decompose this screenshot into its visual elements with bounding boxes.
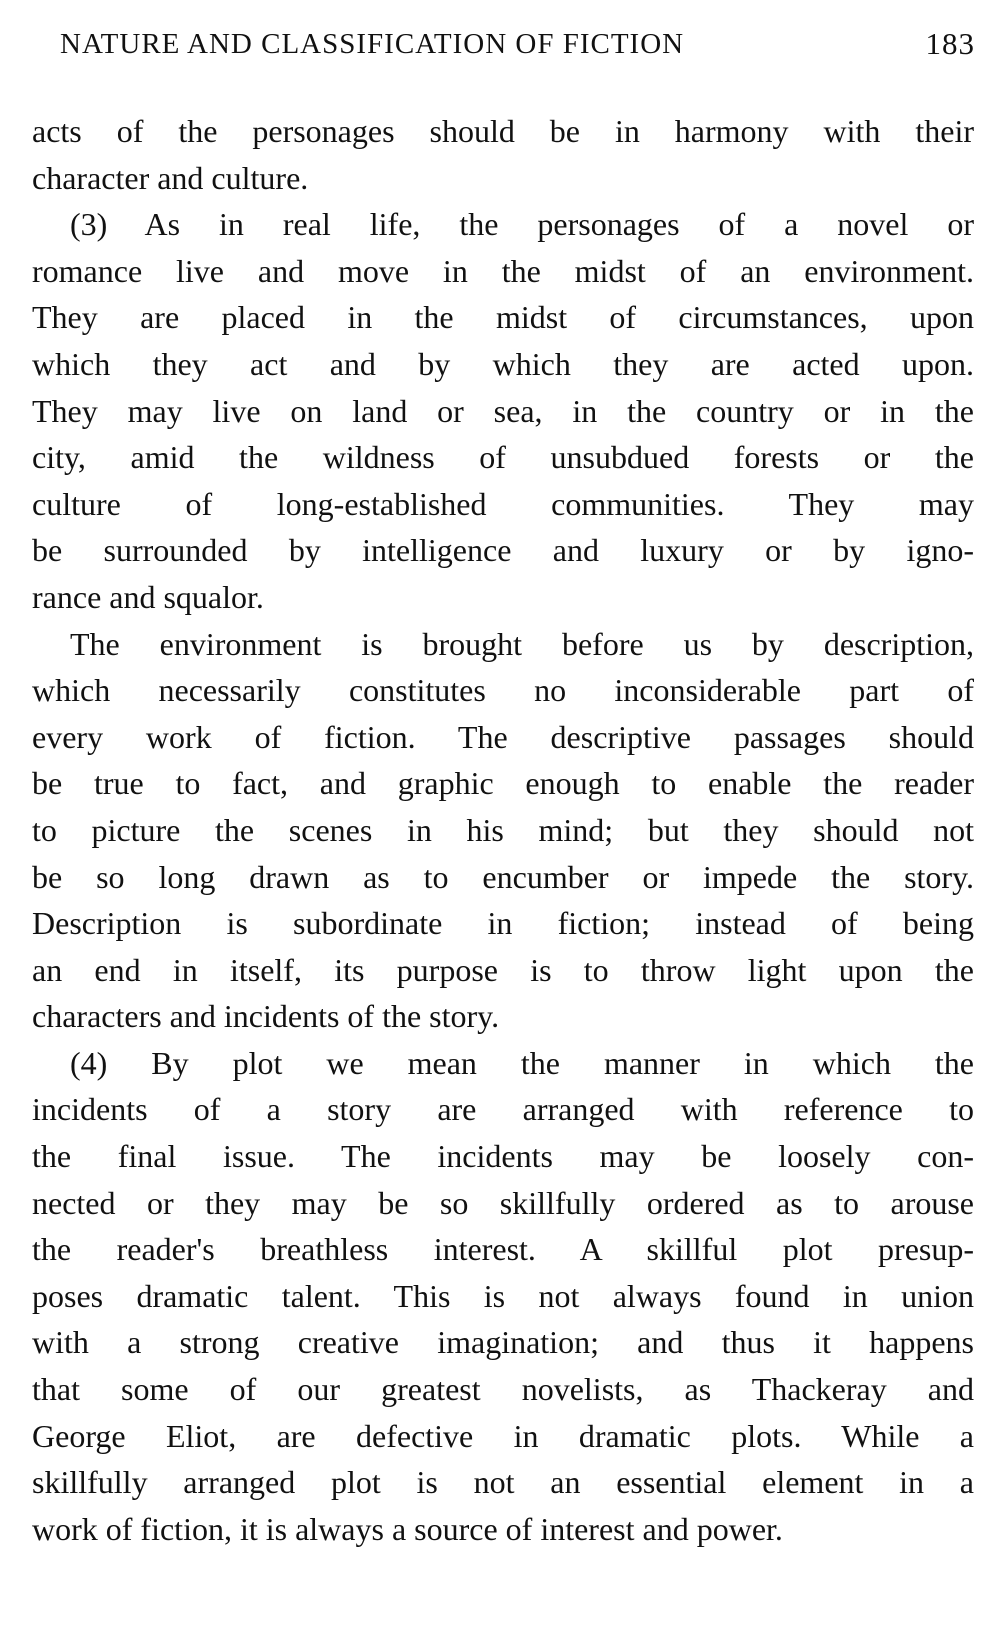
text-line: romance live and move in the midst of an environment. — [32, 252, 974, 289]
text-line: be surrounded by intelligence and luxury or by igno- — [32, 532, 974, 569]
text-line: rance and squalor. — [32, 578, 264, 615]
text-line: characters and incidents of the story. — [32, 998, 500, 1035]
text-line: city, amid the wildness of unsubdued forests or the — [32, 439, 974, 476]
text-line: the reader's breathless interest. A skillful plot presup- — [32, 1231, 974, 1268]
text-line: every work of fiction. The descriptive passages should — [32, 718, 974, 755]
text-line: They are placed in the midst of circumstances, upon — [32, 299, 974, 336]
page-number: 183 — [925, 26, 975, 61]
text-line: poses dramatic talent. This is not always found in union — [32, 1277, 974, 1314]
text-line: be true to fact, and graphic enough to enable the reader — [32, 765, 974, 802]
text-line: The environment is brought before us by description, — [70, 625, 974, 662]
paragraph-description — [32, 621, 974, 1040]
text-line: (3) As in real life, the personages of a novel or — [70, 206, 974, 243]
paragraph-environment — [32, 201, 974, 620]
text-line: skillfully arranged plot is not an essential element in a — [32, 1464, 974, 1501]
text-line: George Eliot, are defective in dramatic plots. While a — [32, 1417, 974, 1454]
text-line: that some of our greatest novelists, as Thackeray and — [32, 1371, 974, 1408]
text-line: incidents of a story are arranged with reference to — [32, 1091, 974, 1128]
running-title: NATURE AND CLASSIFICATION OF FICTION — [60, 27, 685, 60]
text-line: to picture the scenes in his mind; but they should not — [32, 811, 974, 848]
text-line: character and culture. — [32, 159, 309, 196]
running-head — [60, 22, 975, 66]
body-text — [32, 108, 974, 1552]
text-line: culture of long-established communities. They may — [32, 485, 974, 522]
text-line: work of fiction, it is always a source of interest and power. — [32, 1510, 783, 1547]
text-line: be so long drawn as to encumber or impede the story. — [32, 858, 974, 895]
text-line: nected or they may be so skillfully ordered as to arouse — [32, 1184, 974, 1221]
text-line: an end in itself, its purpose is to throw light upon the — [32, 951, 974, 988]
paragraph-plot — [32, 1040, 974, 1553]
text-line: They may live on land or sea, in the country or in the — [32, 392, 974, 429]
paragraph-continued — [32, 108, 974, 201]
text-line: the final issue. The incidents may be loosely con- — [32, 1138, 974, 1175]
text-line: acts of the personages should be in harmony with their — [32, 113, 974, 149]
text-line: with a strong creative imagination; and thus it happens — [32, 1324, 974, 1361]
text-line: which necessarily constitutes no inconsiderable part of — [32, 672, 974, 709]
text-line: (4) By plot we mean the manner in which the — [70, 1044, 974, 1081]
text-line: Description is subordinate in fiction; instead of being — [32, 905, 974, 942]
text-line: which they act and by which they are acted upon. — [32, 345, 974, 382]
